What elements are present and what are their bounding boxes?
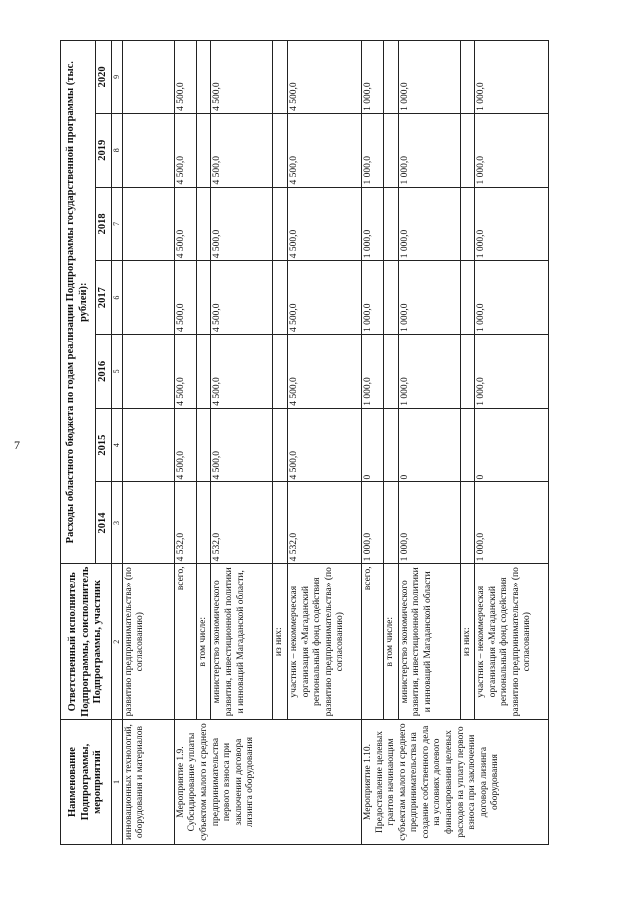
value-cell: 4 500,0 — [174, 335, 196, 409]
value-cell — [383, 41, 398, 114]
value-cell: 4 532,0 — [174, 482, 196, 564]
value-cell: 1 000,0 — [398, 113, 460, 187]
value-cell — [122, 335, 174, 409]
value-cell — [460, 482, 475, 564]
value-cell — [273, 113, 288, 187]
measure-name: Мероприятие 1.9. Субсидирование уплаты субъектом малого и среднего предпринимательства первого взноса при заключении договора лизинга оборудования — [174, 720, 361, 845]
value-cell: 4 500,0 — [211, 113, 273, 187]
value-cell: 1 000,0 — [361, 113, 383, 187]
value-cell: 4 500,0 — [211, 335, 273, 409]
value-cell: 4 500,0 — [287, 41, 361, 114]
header-executor: Ответственный исполнитель Подпрограммы, соисполнитель Подпрограммы, участник — [61, 564, 112, 720]
column-number: 8 — [111, 113, 122, 187]
value-cell: 4 500,0 — [174, 113, 196, 187]
value-cell: 1 000,0 — [398, 482, 460, 564]
value-cell — [196, 261, 211, 335]
value-cell — [460, 41, 475, 114]
participant-cell: из них: — [460, 564, 475, 720]
value-cell: 4 500,0 — [211, 41, 273, 114]
value-cell — [383, 113, 398, 187]
rotated-table-container — [60, 40, 625, 845]
year-header: 2015 — [96, 408, 112, 482]
value-cell: 4 500,0 — [287, 261, 361, 335]
value-cell: 4 500,0 — [211, 408, 273, 482]
value-cell — [460, 187, 475, 261]
column-number: 4 — [111, 408, 122, 482]
value-cell: 4 500,0 — [287, 335, 361, 409]
value-cell — [122, 408, 174, 482]
year-header: 2017 — [96, 261, 112, 335]
value-cell: 1 000,0 — [475, 482, 549, 564]
year-header: 2014 — [96, 482, 112, 564]
value-cell — [383, 408, 398, 482]
value-cell: 1 000,0 — [475, 335, 549, 409]
header-budget: Расходы областного бюджета по годам реализации Подпрограммы государственной программы (тыс. рублей): — [61, 41, 96, 564]
value-cell — [196, 335, 211, 409]
value-cell — [273, 408, 288, 482]
value-cell — [122, 482, 174, 564]
participant-cell: министерство экономического развития, инвестиционной политики и инноваций Магаданской области — [398, 564, 460, 720]
value-cell: 1 000,0 — [398, 187, 460, 261]
value-cell — [196, 113, 211, 187]
value-cell — [196, 187, 211, 261]
column-number: 3 — [111, 482, 122, 564]
value-cell: 4 500,0 — [287, 187, 361, 261]
value-cell: 1 000,0 — [398, 335, 460, 409]
value-cell: 1 000,0 — [475, 261, 549, 335]
value-cell — [196, 482, 211, 564]
value-cell — [196, 408, 211, 482]
value-cell: 1 000,0 — [361, 41, 383, 114]
value-cell — [383, 261, 398, 335]
year-header: 2020 — [96, 41, 112, 114]
measure-name: инновационных технологий, оборудования и материалов — [122, 720, 174, 845]
value-cell: 4 500,0 — [174, 408, 196, 482]
value-cell: 1 000,0 — [361, 482, 383, 564]
column-number: 2 — [111, 564, 122, 720]
value-cell: 1 000,0 — [361, 335, 383, 409]
value-cell — [460, 113, 475, 187]
participant-cell: всего, — [174, 564, 196, 720]
budget-table — [60, 40, 549, 845]
participant-cell: в том числе: — [196, 564, 211, 720]
value-cell — [122, 41, 174, 114]
value-cell: 1 000,0 — [475, 113, 549, 187]
value-cell — [196, 41, 211, 114]
value-cell — [383, 482, 398, 564]
year-header: 2018 — [96, 187, 112, 261]
value-cell — [383, 335, 398, 409]
value-cell: 4 500,0 — [287, 113, 361, 187]
value-cell: 0 — [398, 408, 460, 482]
value-cell: 1 000,0 — [361, 261, 383, 335]
value-cell — [273, 41, 288, 114]
value-cell — [273, 187, 288, 261]
value-cell — [383, 187, 398, 261]
value-cell: 1 000,0 — [361, 187, 383, 261]
value-cell: 4 500,0 — [174, 261, 196, 335]
column-number: 7 — [111, 187, 122, 261]
participant-cell: всего, — [361, 564, 383, 720]
value-cell: 1 000,0 — [398, 41, 460, 114]
page-number: 7 — [14, 438, 20, 452]
value-cell: 0 — [475, 408, 549, 482]
table-row — [361, 41, 383, 845]
value-cell — [122, 113, 174, 187]
participant-cell: участник – некоммерческая организация «Магаданский региональный фонд содействия развитию предпринимательства» (по согласованию) — [287, 564, 361, 720]
value-cell — [460, 261, 475, 335]
participant-cell: в том числе: — [383, 564, 398, 720]
column-number: 6 — [111, 261, 122, 335]
value-cell: 4 500,0 — [174, 41, 196, 114]
value-cell: 4 500,0 — [174, 187, 196, 261]
value-cell: 4 500,0 — [211, 261, 273, 335]
value-cell: 4 532,0 — [211, 482, 273, 564]
column-number: 9 — [111, 41, 122, 114]
column-number: 1 — [111, 720, 122, 845]
column-number: 5 — [111, 335, 122, 409]
measure-name: Мероприятие 1.10. Предоставление целевых грантов начинающим субъектам малого и среднего предпринимательства на создание собственного дела на условиях долевого финансирования целевых расходов на уплату первого взноса при заключении договора лизинга оборудования — [361, 720, 548, 845]
value-cell — [122, 187, 174, 261]
table-row — [174, 41, 196, 845]
participant-cell: развитию предпринимательства» (по согласованию) — [122, 564, 174, 720]
value-cell: 1 000,0 — [475, 187, 549, 261]
value-cell: 4 500,0 — [211, 187, 273, 261]
value-cell — [273, 261, 288, 335]
participant-cell: министерство экономического развития, инвестиционной политики и инноваций Магаданской области, — [211, 564, 273, 720]
value-cell: 4 532,0 — [287, 482, 361, 564]
participant-cell: из них: — [273, 564, 288, 720]
participant-cell: участник – некоммерческая организация «Магаданский региональный фонд содействия развитию предпринимательства» (по согласованию) — [475, 564, 549, 720]
value-cell — [273, 482, 288, 564]
value-cell — [122, 261, 174, 335]
value-cell — [460, 335, 475, 409]
year-header: 2016 — [96, 335, 112, 409]
value-cell: 1 000,0 — [475, 41, 549, 114]
value-cell — [460, 408, 475, 482]
value-cell: 4 500,0 — [287, 408, 361, 482]
header-name: Наименование Подпрограммы, мероприятий — [61, 720, 112, 845]
year-header: 2019 — [96, 113, 112, 187]
value-cell: 1 000,0 — [398, 261, 460, 335]
value-cell: 0 — [361, 408, 383, 482]
value-cell — [273, 335, 288, 409]
table-row — [122, 41, 174, 845]
